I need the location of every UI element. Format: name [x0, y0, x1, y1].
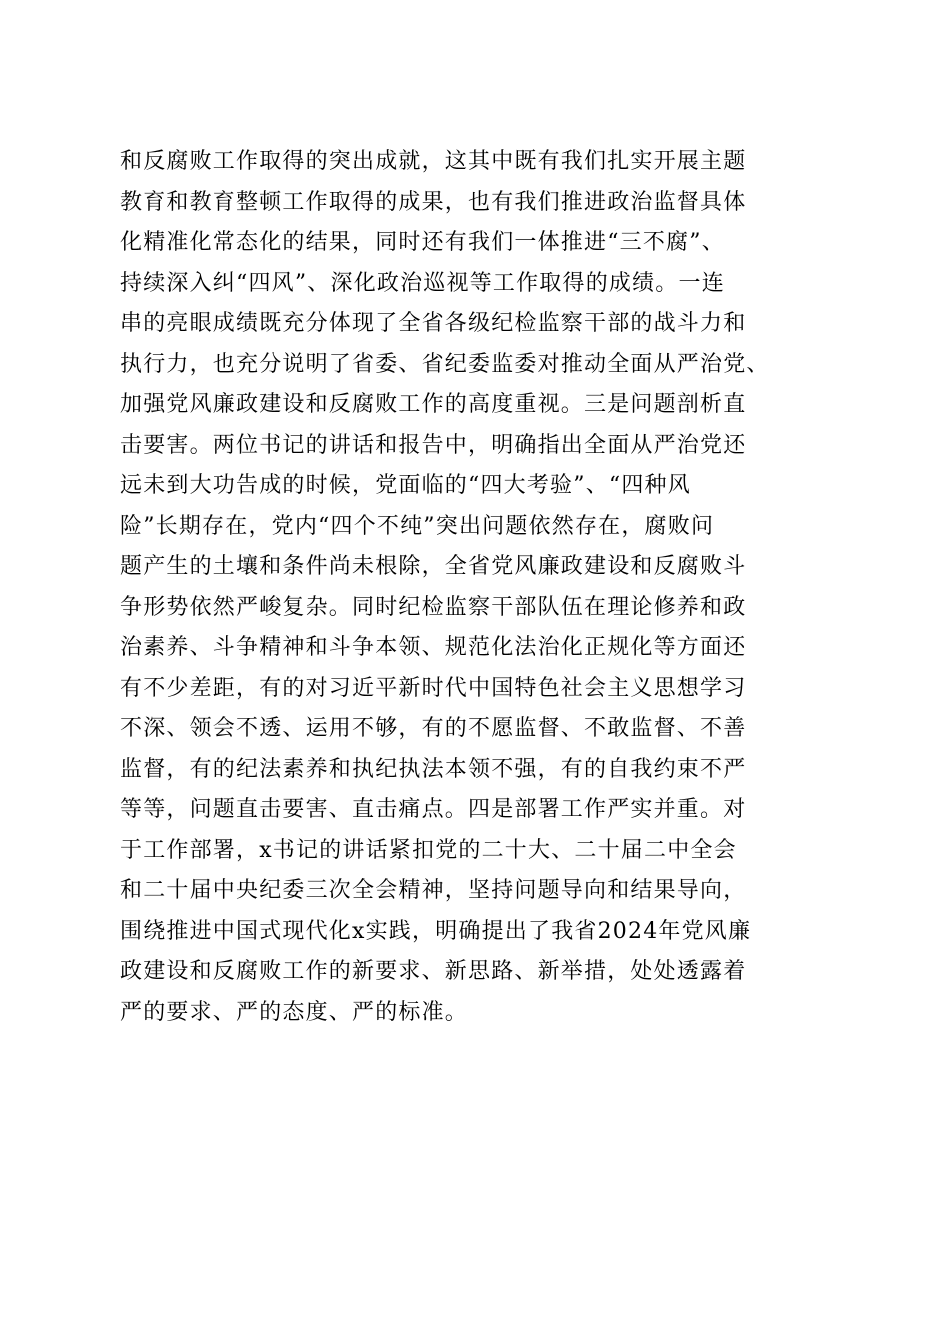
text-line: 化精准化常态化的结果，同时还有我们一体推进“三不腐”、	[120, 230, 725, 255]
text-line: 远未到大功告成的时候，党面临的“四大考验”、“四种风	[120, 473, 691, 498]
text-line: 不深、领会不透、运用不够，有的不愿监督、不敢监督、不善	[120, 716, 747, 741]
text-line: 串的亮眼成绩既充分体现了全省各级纪检监察干部的战斗力和	[120, 311, 747, 336]
text-line: 治素养、斗争精神和斗争本领、规范化法治化正规化等方面还	[120, 635, 747, 660]
text-line: 加强党风廉政建设和反腐败工作的高度重视。三是问题剖析直	[120, 392, 747, 417]
text-line: 持续深入纠“四风”、深化政治巡视等工作取得的成绩。一连	[120, 270, 725, 296]
text-line: 和二十届中央纪委三次全会精神，坚持问题导向和结果导向，	[120, 878, 747, 903]
text-line: 有不少差距，有的对习近平新时代中国特色社会主义思想学习	[120, 675, 747, 701]
text-line: 教育和教育整顿工作取得的成果，也有我们推进政治监督具体	[120, 189, 747, 215]
text-line: 于工作部署，x书记的讲话紧扣党的二十大、二十届二中全会	[120, 837, 737, 863]
text-line: 围绕推进中国式现代化x实践，明确提出了我省2024年党风廉	[120, 918, 752, 944]
text-line: 险”长期存在，党内“四个不纯”突出问题依然存在，腐败问	[120, 513, 715, 539]
text-line: 执行力，也充分说明了省委、省纪委监委对推动全面从严治党、	[120, 351, 770, 377]
text-line: 题产生的土壤和条件尚未根除，全省党风廉政建设和反腐败斗	[120, 554, 747, 579]
text-line: 击要害。两位书记的讲话和报告中，明确指出全面从严治党还	[120, 432, 747, 458]
text-line: 严的要求、严的态度、严的标准。	[120, 999, 469, 1025]
text-line: 等等，问题直击要害、直击痛点。四是部署工作严实并重。对	[120, 797, 747, 822]
text-line: 和反腐败工作取得的突出成就，这其中既有我们扎实开展主题	[120, 149, 747, 174]
body-text	[120, 142, 850, 1033]
text-line: 监督，有的纪法素养和执纪执法本领不强，有的自我约束不严	[120, 756, 747, 782]
text-line: 争形势依然严峻复杂。同时纪检监察干部队伍在理论修养和政	[120, 594, 747, 620]
text-line: 政建设和反腐败工作的新要求、新思路、新举措，处处透露着	[120, 959, 747, 984]
